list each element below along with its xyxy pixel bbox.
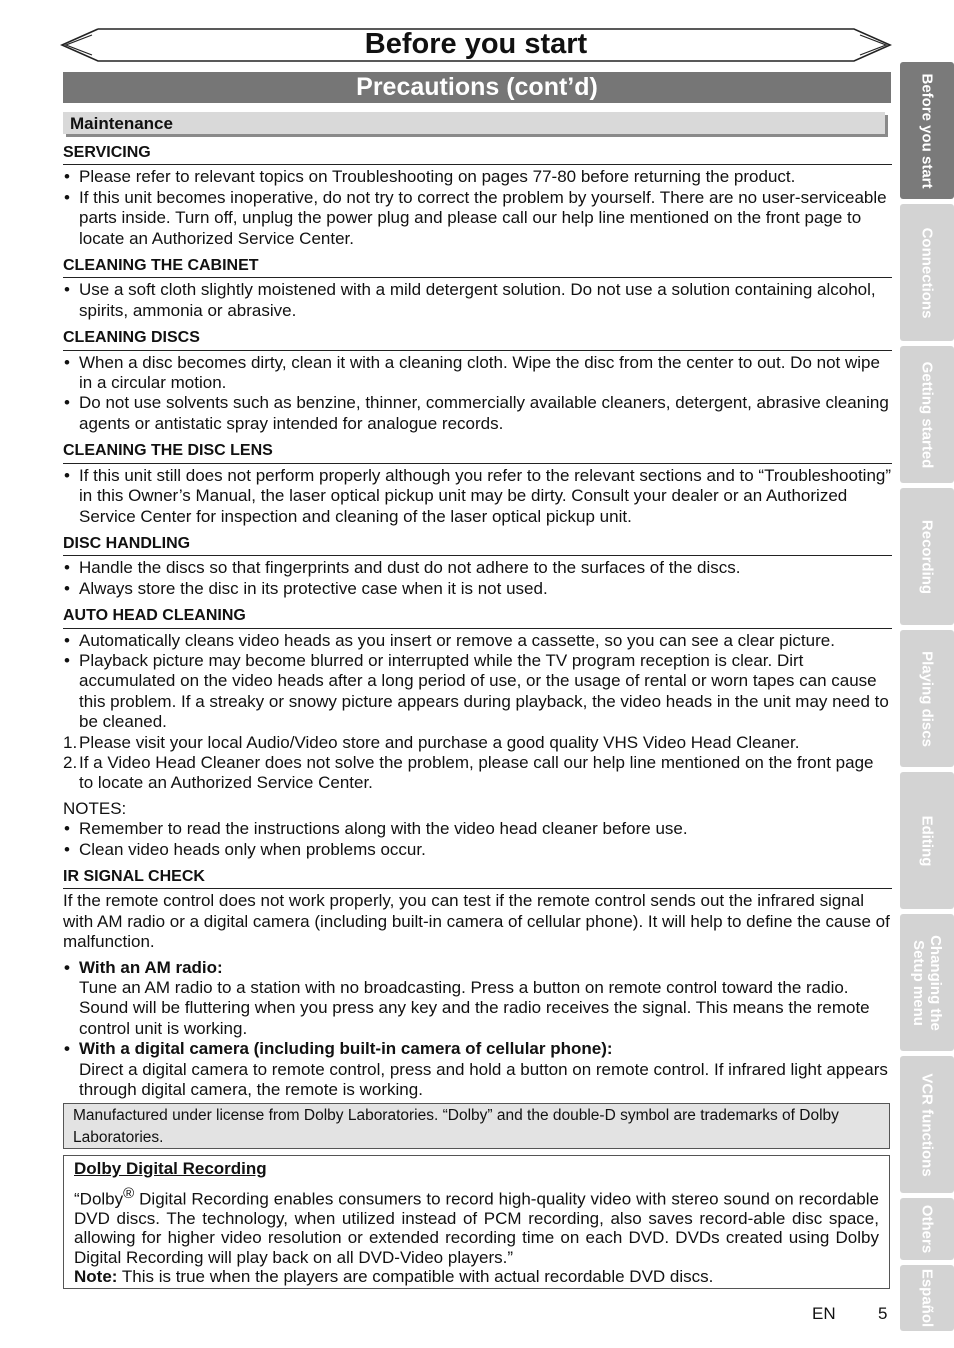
step-text: Please visit your local Audio/Video store and purchase a good quality VHS Video Head Cleaner. bbox=[79, 732, 800, 752]
dolby-box-title: Dolby Digital Recording bbox=[74, 1159, 267, 1178]
ir-item-title: • With a digital camera (including built-in camera of cellular phone): bbox=[63, 1039, 892, 1059]
dolby-license-notice: Manufactured under license from Dolby Laboratories. “Dolby” and the double-D symbol are trademarks of Dolby Laboratories. bbox=[63, 1103, 890, 1149]
list-item: • If this unit becomes inoperative, do not try to correct the problem by yourself. There are no user-serviceable parts inside. Turn off, unplug the power plug and please call our help line mentioned on the front page to locate an Authorized Service Center. bbox=[63, 188, 892, 249]
dolby-recording-box bbox=[63, 1155, 890, 1289]
note-label: Note: bbox=[74, 1267, 118, 1287]
ir-item-text: Tune an AM radio to a station with no broadcasting. Press a button on remote control toward the radio. Sound will be fluttering when you press any key and the radio receives the signal. This means the remote control unit is working. bbox=[79, 978, 870, 1038]
notes-label: NOTES: bbox=[63, 798, 127, 818]
list-item: • Use a soft cloth slightly moistened with a mild detergent solution. Do not use a solution containing alcohol, spirits, ammonia or abrasive. bbox=[63, 280, 892, 321]
dolby-body-text: Digital Recording enables consumers to record high-quality video with stereo sound on recordable DVD discs. The technology, when utilized instead of PCM recording, also saves record-able disc space, allowing for higher video resolution or extended recording time on each DVD. DVDs created using Dolby Digital Recording will play back on all DVD-Video players.” bbox=[74, 1189, 879, 1267]
maintenance-heading: Maintenance bbox=[63, 112, 885, 134]
side-tab-setup-menu[interactable] bbox=[900, 914, 954, 1051]
list-item: • Remember to read the instructions along with the video head cleaner before use. bbox=[63, 819, 892, 839]
registered-mark: ® bbox=[123, 1184, 135, 1202]
side-tab-getting-started[interactable] bbox=[900, 346, 954, 483]
list-item: • Playback picture may become blurred or interrupted while the TV program reception is clear. Dirt accumulated on the video heads after a long period of use, or the usage of rental or worn tapes can cause this problem. If a streaky or snowy picture appears during playback, the video heads in the unit may need to be cleaned. bbox=[63, 651, 892, 733]
step-number: 1. bbox=[63, 732, 78, 752]
lens-heading: CLEANING THE DISC LENS bbox=[63, 441, 892, 463]
page-banner bbox=[60, 26, 892, 64]
side-tab-label: Playing discs bbox=[918, 650, 936, 747]
step-text: If a Video Head Cleaner does not solve the problem, please call our help line mentioned on the front page to locate an Authorized Service Center. bbox=[79, 752, 874, 793]
side-tab-before-you-start[interactable] bbox=[900, 62, 954, 199]
side-tab-label: Connections bbox=[918, 227, 936, 318]
list-item: • Please refer to relevant topics on Troubleshooting on pages 77-80 before returning the product. bbox=[63, 167, 892, 187]
handling-heading: DISC HANDLING bbox=[63, 534, 892, 556]
dolby-box-body bbox=[74, 1184, 879, 1268]
ir-intro: If the remote control does not work properly, you can test if the remote control sends out the infrared signal with AM radio or a digital camera (including built-in camera of cellular phone). It will help to define the cause of malfunction. bbox=[63, 891, 890, 952]
servicing-heading: SERVICING bbox=[63, 143, 892, 165]
side-tab-recording[interactable] bbox=[900, 488, 954, 625]
discs-heading: CLEANING DISCS bbox=[63, 328, 892, 350]
side-tab-label: Changing the Setup menu bbox=[910, 934, 944, 1031]
note-text: This is true when the players are compatible with actual recordable DVD discs. bbox=[117, 1267, 714, 1287]
list-item: • If this unit still does not perform properly although you refer to the relevant sections and to “Troubleshooting” in this Owner’s Manual, the laser optical pickup unit may be dirty. Consult your dealer or an Authorized Service Center for inspection and cleaning of the laser optical pickup unit. bbox=[63, 466, 892, 527]
ir-item-text: Direct a digital camera to remote control, press and hold a button on remote control. If infrared light appears through digital camera, the remote is working. bbox=[79, 1059, 888, 1100]
list-item: • Handle the discs so that fingerprints and dust do not adhere to the surfaces of the discs. bbox=[63, 558, 892, 578]
side-tab-editing[interactable] bbox=[900, 772, 954, 909]
side-tab-label: Before you start bbox=[918, 72, 936, 189]
main-content bbox=[63, 143, 892, 1100]
language-code: EN bbox=[812, 1304, 836, 1323]
list-item: • Clean video heads only when problems occur. bbox=[63, 840, 892, 860]
cabinet-heading: CLEANING THE CABINET bbox=[63, 256, 892, 278]
ir-item-title: • With an AM radio: bbox=[63, 958, 892, 978]
list-item: • Do not use solvents such as benzine, thinner, commercially available cleaners, detergent, abrasive cleaning agents or antistatic spray intended for analogue records. bbox=[63, 393, 892, 434]
head-cleaning-heading: AUTO HEAD CLEANING bbox=[63, 606, 892, 628]
side-tab-label: Recording bbox=[918, 519, 936, 594]
numbered-step bbox=[63, 753, 892, 794]
side-tab-espanol[interactable] bbox=[900, 1265, 954, 1331]
page-number: 5 bbox=[878, 1304, 888, 1323]
side-tab-vcr-functions[interactable] bbox=[900, 1056, 954, 1193]
side-tab-others[interactable] bbox=[900, 1198, 954, 1260]
page-title: Before you start bbox=[364, 28, 588, 60]
side-tab-label: Español bbox=[918, 1268, 936, 1328]
step-number: 2. bbox=[63, 752, 78, 772]
side-tab-label: VCR functions bbox=[918, 1072, 936, 1177]
ir-heading: IR SIGNAL CHECK bbox=[63, 867, 892, 889]
numbered-step bbox=[63, 733, 892, 753]
list-item: • When a disc becomes dirty, clean it with a cleaning cloth. Wipe the disc from the center to out. Do not wipe in a circular motion. bbox=[63, 353, 892, 394]
side-tab-label: Editing bbox=[918, 815, 936, 866]
side-tab-playing-discs[interactable] bbox=[900, 630, 954, 767]
side-tab-label: Others bbox=[918, 1204, 936, 1254]
list-item: • Always store the disc in its protective case when it is not used. bbox=[63, 579, 892, 599]
list-item: • Automatically cleans video heads as you insert or remove a cassette, so you can see a clear picture. bbox=[63, 631, 892, 651]
side-tab-connections[interactable] bbox=[900, 204, 954, 341]
section-subtitle: Precautions (cont’d) bbox=[63, 72, 891, 103]
dolby-quote-start: “Dolby bbox=[74, 1189, 124, 1209]
dolby-note bbox=[74, 1267, 879, 1287]
side-tab-label: Getting started bbox=[918, 361, 936, 468]
